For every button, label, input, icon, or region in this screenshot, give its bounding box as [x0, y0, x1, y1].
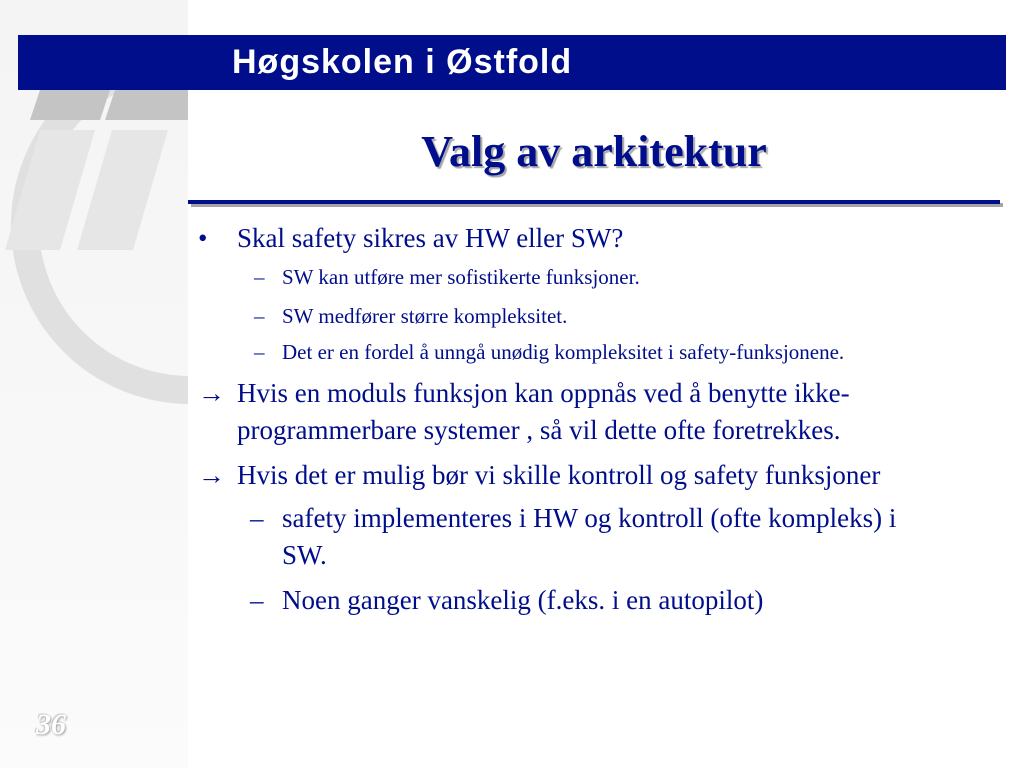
- slide-body: [198, 220, 998, 619]
- title-underline: [188, 200, 1000, 204]
- organization-name: Høgskolen i Østfold: [232, 43, 573, 81]
- bullet-text: Skal safety sikres av HW eller SW?: [237, 223, 624, 253]
- arrow-item: [198, 457, 998, 494]
- arrow-marker: →: [198, 378, 225, 408]
- slide-title: Valg av arkitektur: [421, 127, 767, 176]
- sub-bullet-text: SW medfører større kompleksitet.: [282, 304, 568, 328]
- sub-bullet-item: [198, 302, 998, 331]
- dash-marker: –: [250, 503, 264, 533]
- dash-marker: –: [254, 304, 265, 328]
- dash-marker: –: [250, 585, 264, 615]
- page-number: 36: [36, 708, 66, 741]
- sub-bullet-item: [198, 500, 998, 574]
- arrow-item: [198, 375, 998, 449]
- sub-bullet-text: SW kan utføre mer sofistikerte funksjoner.: [282, 265, 640, 289]
- dash-marker: –: [254, 340, 265, 364]
- sub-bullet-item: [198, 339, 998, 365]
- sub-bullet-item: [198, 263, 998, 292]
- sub-bullet-text: Det er en fordel å unngå unødig kompleksitet i safety-funksjonene.: [282, 340, 845, 364]
- bullet-item: [198, 220, 998, 257]
- arrow-item-text: Hvis en moduls funksjon kan oppnås ved å benytte ikke-programmerbare systemer , så vil dette ofte foretrekkes.: [237, 378, 850, 445]
- sub-bullet-item: [198, 582, 998, 619]
- sub-bullet-text: Noen ganger vanskelig (f.eks. i en autopilot): [282, 585, 764, 615]
- arrow-item-text: Hvis det er mulig bør vi skille kontroll og safety funksjoner: [237, 460, 881, 490]
- bullet-marker: •: [198, 223, 208, 253]
- arrow-marker: →: [198, 460, 225, 490]
- sub-bullet-text: safety implementeres i HW og kontroll (ofte kompleks) i SW.: [282, 503, 897, 570]
- dash-marker: –: [254, 265, 265, 289]
